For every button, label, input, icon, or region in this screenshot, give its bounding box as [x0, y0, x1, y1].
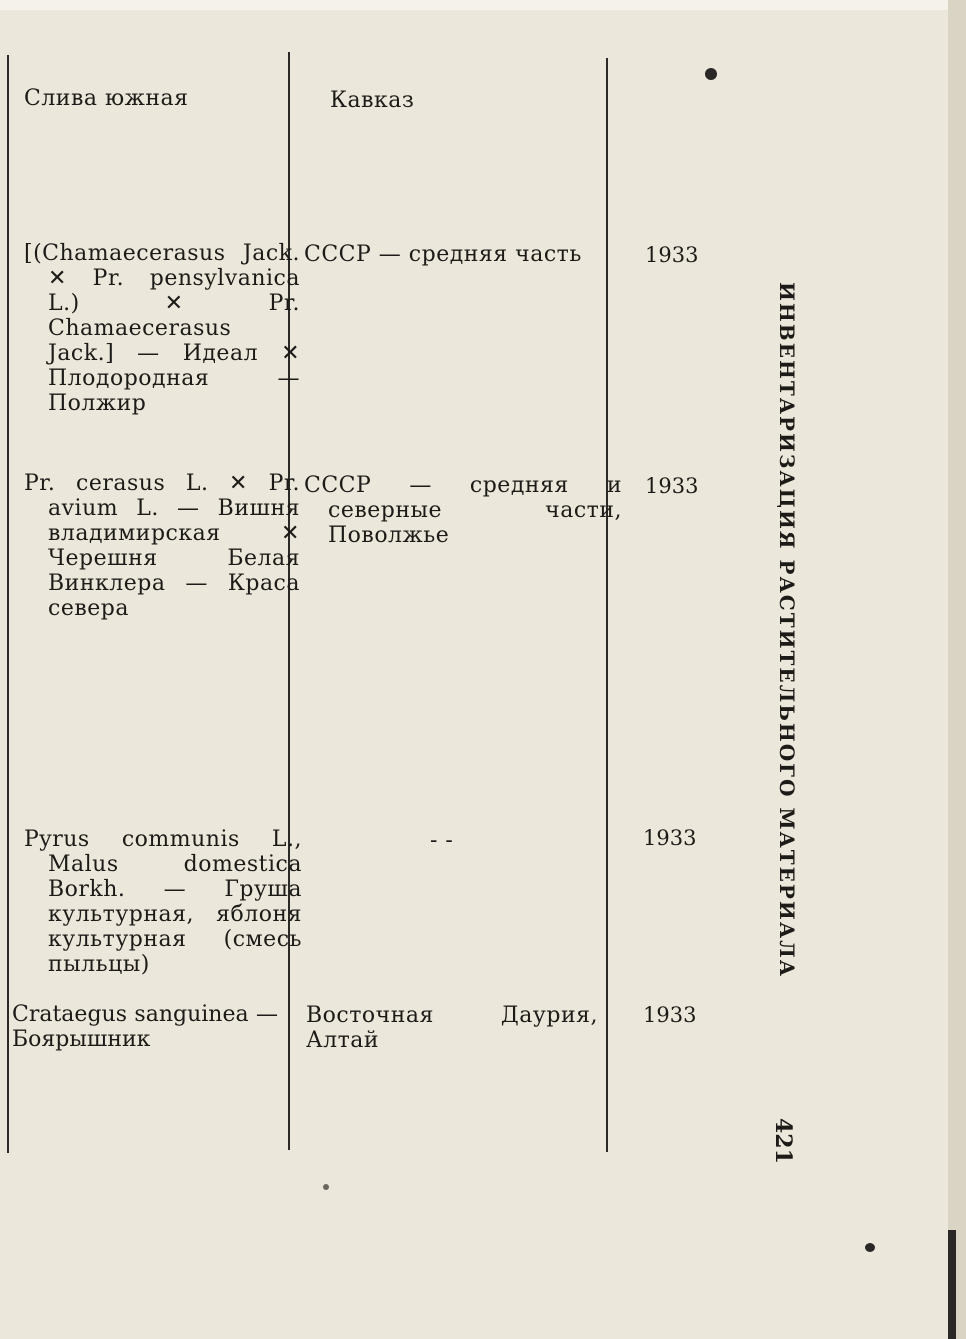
row-5-origin: Восточная Даурия, Алтай: [306, 1003, 598, 1053]
row-3-name: Pr. cerasus L. ✕ Pr. avium L. — Вишня владимирская ✕ Черешня Белая Винклера — Краса севера: [24, 471, 300, 621]
column-rule-right: [606, 58, 608, 1152]
ink-speck: [705, 68, 717, 80]
running-head: ИНВЕНТАРИЗАЦИЯ РАСТИТЕЛЬНОГО МАТЕРИАЛА: [775, 282, 799, 979]
page-right-edge: [948, 0, 966, 1339]
row-1-origin: Кавказ: [330, 88, 415, 113]
row-1-name: Слива южная: [24, 86, 189, 111]
page-number: 421: [770, 1118, 796, 1164]
row-5-name: Crataegus sanguinea — Боярышник: [12, 1002, 278, 1052]
row-3-year: 1933: [645, 474, 699, 498]
page-binding-shadow: [948, 1230, 956, 1339]
row-4-origin: - -: [430, 828, 454, 853]
row-5-year: 1933: [643, 1003, 697, 1027]
page-top-edge: [0, 0, 966, 10]
row-3-origin: СССР — средняя и северные части, Поволжье: [304, 473, 622, 548]
row-2-year: 1933: [645, 243, 699, 267]
ink-speck: [865, 1243, 875, 1252]
row-2-name: [(Chamaecerasus Jack. ✕ Pr. pensylvanica L.) ✕ Pr. Chamaecerasus Jack.] — Идеал ✕ Плодородная — Полжир: [24, 241, 300, 416]
row-4-year: 1933: [643, 826, 697, 850]
row-4-name: Pyrus communis L., Malus domestica Borkh. — Груша культурная, яблоня культурная (смесь пыльцы): [24, 827, 302, 977]
ink-speck: [323, 1184, 329, 1190]
row-2-origin: СССР — средняя часть: [304, 242, 582, 267]
column-rule-left: [7, 55, 9, 1153]
